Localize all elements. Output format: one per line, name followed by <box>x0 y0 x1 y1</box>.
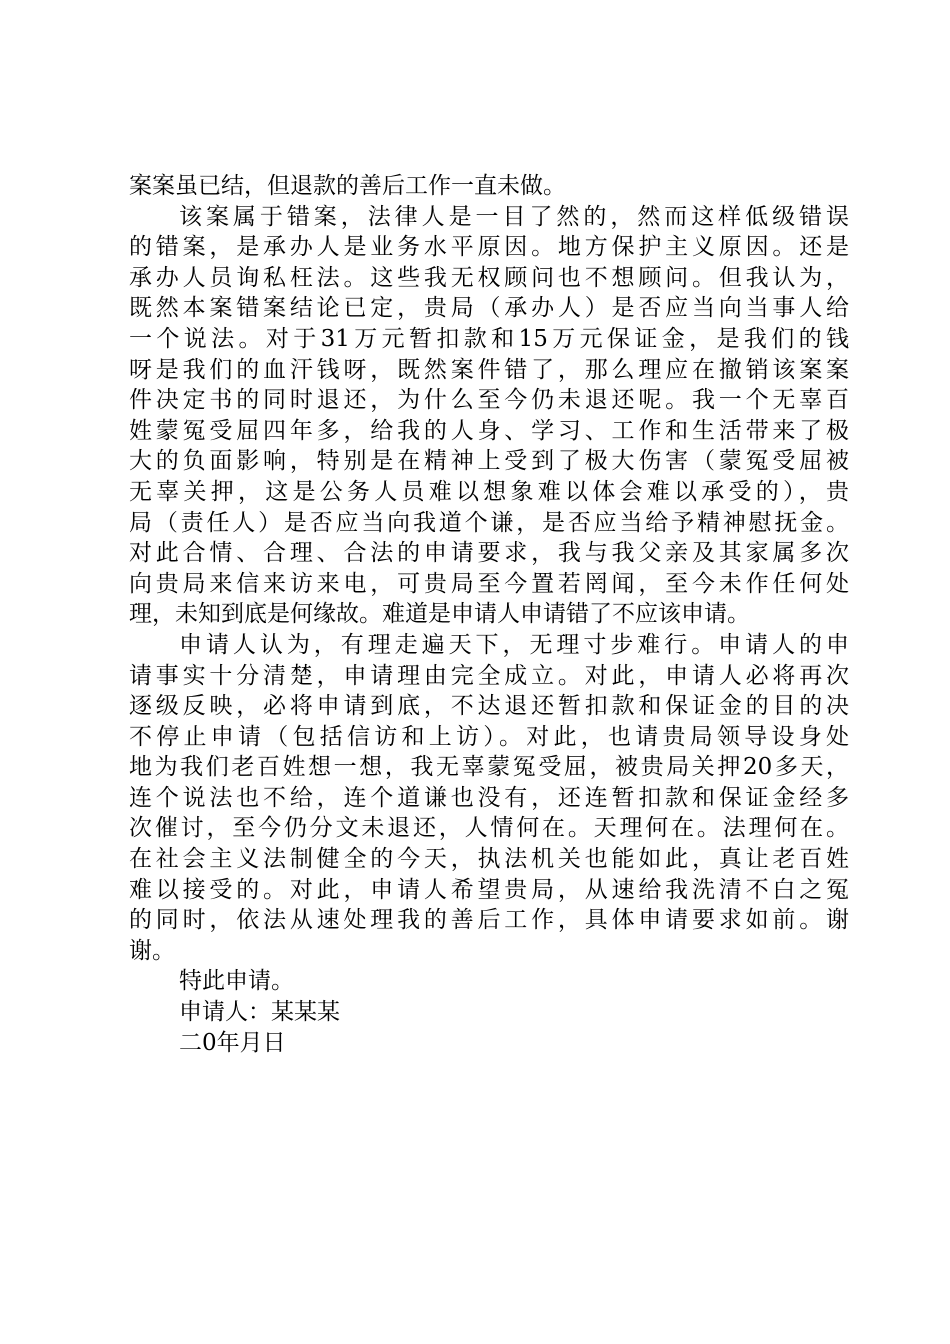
paragraph-2-line: 该案属于错案，法律人是一目了然的，然而这样低级错误 <box>179 203 849 230</box>
paragraph-2-line: 无辜关押，这是公务人员难以想象难以体会难以承受的），贵 <box>129 478 849 505</box>
paragraph-2-line: 局（责任人）是否应当向我道个谦，是否应当给予精神慰抚金。 <box>129 509 849 536</box>
paragraph-3-line: 的同时，依法从速处理我的善后工作，具体申请要求如前。谢 <box>129 907 849 934</box>
paragraph-2-line: 承办人员询私枉法。这些我无权顾问也不想顾问。但我认为， <box>129 264 849 291</box>
closing-applicant: 申请人：某某某 <box>179 999 340 1026</box>
paragraph-3-line: 申请人认为，有理走遍天下，无理寸步难行。申请人的申 <box>179 631 849 658</box>
paragraph-2-line: 呀是我们的血汗钱呀，既然案件错了，那么理应在撤销该案案 <box>129 356 849 383</box>
paragraph-1-line: 案案虽已结，但退款的善后工作一直未做。 <box>129 173 566 199</box>
paragraph-2-line: 理，未知到底是何缘故。难道是申请人申请错了不应该申请。 <box>129 601 750 628</box>
paragraph-3-line: 不停止申请（包括信访和上访）。对此，也请贵局领导设身处 <box>129 723 849 750</box>
paragraph-3-line: 地为我们老百姓想一想，我无辜蒙冤受屈，被贵局关押20多天， <box>129 754 849 781</box>
paragraph-2-line: 既然本案错案结论已定，贵局（承办人）是否应当向当事人给 <box>129 295 849 322</box>
closing-date: 二0年月日 <box>179 1029 286 1056</box>
paragraph-3-line: 在社会主义法制健全的今天，执法机关也能如此，真让老百姓 <box>129 846 849 873</box>
document-body <box>129 171 849 1058</box>
paragraph-3-line: 次催讨，至今仍分文未退还，人情何在。天理何在。法理何在。 <box>129 815 849 842</box>
paragraph-2-line: 向贵局来信来访来电，可贵局至今置若罔闻，至今未作任何处 <box>129 570 849 597</box>
paragraph-2-line: 大的负面影响，特别是在精神上受到了极大伤害（蒙冤受屈被 <box>129 448 849 475</box>
closing-request: 特此申请。 <box>179 968 294 995</box>
paragraph-3-line: 谢。 <box>129 937 175 964</box>
paragraph-2-line: 一个说法。对于31万元暂扣款和15万元保证金，是我们的钱 <box>129 325 849 352</box>
paragraph-3-line: 请事实十分清楚，申请理由完全成立。对此，申请人必将再次 <box>129 662 849 689</box>
paragraph-2-line: 的错案，是承办人是业务水平原因。地方保护主义原因。还是 <box>129 234 849 261</box>
paragraph-3-line: 连个说法也不给，连个道谦也没有，还连暂扣款和保证金经多 <box>129 784 849 811</box>
paragraph-3-line: 逐级反映，必将申请到底，不达退还暂扣款和保证金的目的决 <box>129 693 849 720</box>
paragraph-2-line: 姓蒙冤受屈四年多，给我的人身、学习、工作和生活带来了极 <box>129 417 849 444</box>
paragraph-2-line: 对此合情、合理、合法的申请要求，我与我父亲及其家属多次 <box>129 540 849 567</box>
paragraph-2-line: 件决定书的同时退还，为什么至今仍未退还呢。我一个无辜百 <box>129 387 849 414</box>
paragraph-3-line: 难以接受的。对此，申请人希望贵局，从速给我洗清不白之冤 <box>129 876 849 903</box>
